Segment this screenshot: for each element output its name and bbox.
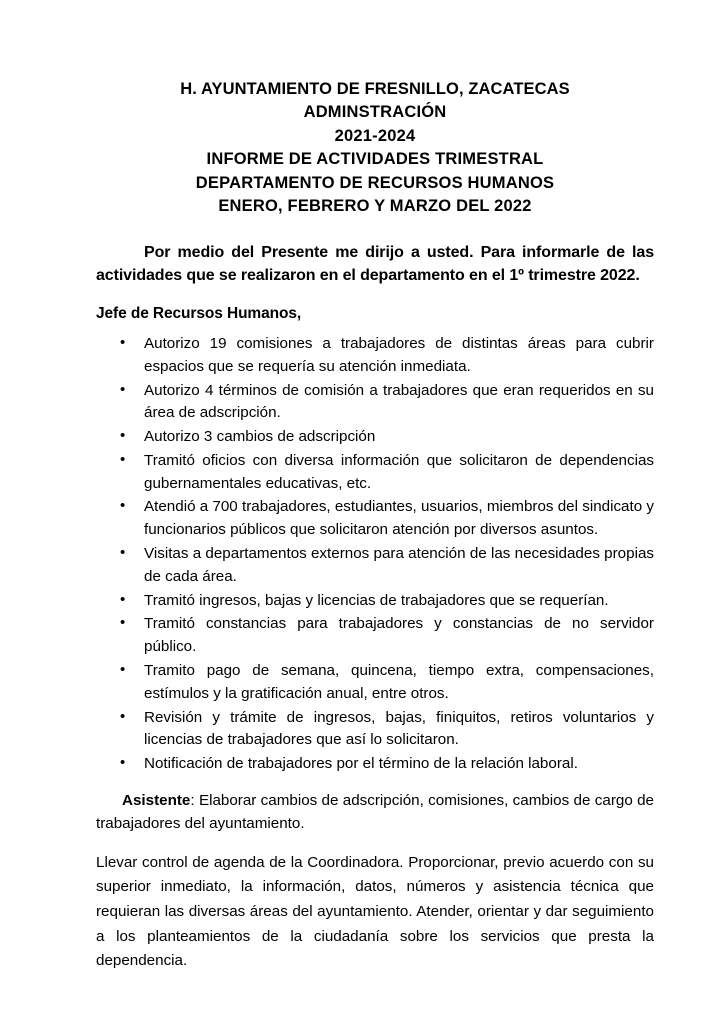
list-item: • Tramitó ingresos, bajas y licencias de trabajadores que se requerían. — [142, 590, 654, 613]
closing-paragraph: Llevar control de agenda de la Coordinadora. Proporcionar, previo acuerdo con su superior inmediato, la información, datos, números y asistencia técnica que requieran las diversas áreas del ayuntamiento. Atender, orientar y dar seguimiento a los planteamientos de la ciudadanía sobre los servicios que presta la dependencia. — [96, 853, 654, 970]
intro-text: Por medio del Presente me dirijo a usted. Para informarle de las actividades que se realizaron en el departamento en el 1º trimestre 2022. — [96, 243, 654, 284]
list-item: • Tramitó oficios con diversa información que solicitaron de dependencias gubernamentales educativas, etc. — [142, 450, 654, 496]
header-line-months: ENERO, FEBRERO Y MARZO DEL 2022 — [218, 197, 532, 216]
intro-paragraph — [96, 241, 654, 287]
header-line-department: DEPARTAMENTO DE RECURSOS HUMANOS — [195, 173, 555, 192]
list-item: • Autorizo 3 cambios de adscripción — [142, 426, 654, 449]
assistant-label: Asistente — [122, 792, 191, 810]
assistant-paragraph — [96, 790, 654, 836]
header-line-report-type: INFORME DE ACTIVIDADES TRIMESTRAL — [206, 150, 544, 169]
list-item: • Autorizo 19 comisiones a trabajadores de distintas áreas para cubrir espacios que se requería su atención inmediata. — [142, 333, 654, 379]
activities-list — [96, 333, 654, 776]
list-item: • Atendió a 700 trabajadores, estudiantes, usuarios, miembros del sindicato y funcionarios públicos que solicitaron atención por diversos asuntos. — [142, 496, 654, 542]
list-item: • Notificación de trabajadores por el término de la relación laboral. — [142, 753, 654, 776]
list-item: • Autorizo 4 términos de comisión a trabajadores que eran requeridos en su área de adscripción. — [142, 380, 654, 426]
assistant-separator: : — [190, 792, 195, 810]
header-line-institution: H. AYUNTAMIENTO DE FRESNILLO, ZACATECAS — [180, 80, 570, 98]
document-header — [96, 78, 654, 219]
list-item: • Visitas a departamentos externos para atención de las necesidades propias de cada área. — [142, 543, 654, 589]
list-item: • Tramito pago de semana, quincena, tiempo extra, compensaciones, estímulos y la gratificación anual, entre otros. — [142, 660, 654, 706]
header-line-administration: ADMINSTRACIÓN — [303, 103, 447, 122]
header-line-period: 2021-2024 — [334, 126, 416, 145]
list-item: • Revisión y trámite de ingresos, bajas, finiquitos, retiros voluntarios y licencias de trabajadores que así lo solicitaron. — [142, 707, 654, 753]
assistant-text: Elaborar cambios de adscripción, comisiones, cambios de cargo de trabajadores del ayuntamiento. — [96, 792, 654, 832]
section-title-hr-chief: Jefe de Recursos Humanos, — [96, 304, 302, 322]
list-item: • Tramitó constancias para trabajadores y constancias de no servidor público. — [142, 613, 654, 659]
